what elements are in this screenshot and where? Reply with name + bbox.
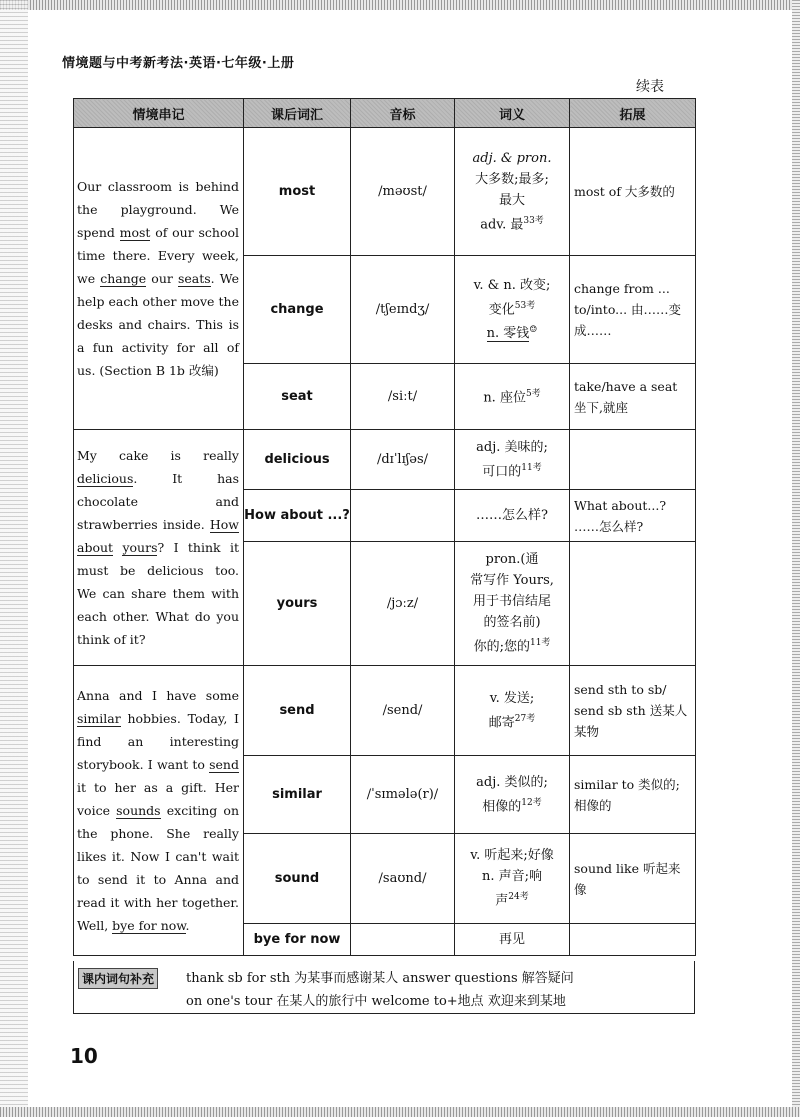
continued-label: 续表 [636,79,664,95]
word-cell: send [244,666,351,756]
phonetic-cell [351,924,455,956]
column-header: 拓展 [570,99,696,128]
extension-cell: change from ... to/into... 由……变成…… [570,256,696,364]
supplement-box [73,961,695,1014]
word-cell: change [244,256,351,364]
phonetic-cell: /saʊnd/ [351,834,455,924]
meaning-cell: v. & n. 改变; 变化$^{53考}$ n. 零钱☺ [455,256,570,364]
table-row [74,430,696,490]
extension-cell: sound like 听起来像 [570,834,696,924]
phonetic-cell [351,490,455,542]
exam-count-tag: 11考 [521,462,542,473]
underlined-word: change [100,271,147,286]
meaning-cell: n. 座位$^{5考}$ [455,364,570,430]
exam-count-tag: 33考 [523,215,544,226]
word-cell: delicious [244,430,351,490]
table-row [74,666,696,756]
exam-count-tag: 53考 [514,300,536,311]
vocabulary-table [73,98,696,956]
passage-text: Our classroom is behind the playground. We spend [77,179,239,240]
meaning-cell: adj. 类似的; 相像的$^{12考}$ [455,756,570,834]
column-header: 音标 [351,99,455,128]
exam-count-tag: 27考 [514,713,536,724]
supplement-line: thank sb for sth 为某事而感谢某人 answer questions 解答疑问 [186,971,574,986]
running-title: 情境题与中考新考法·英语·七年级·上册 [62,56,295,71]
column-header: 课后词汇 [244,99,351,128]
word-cell: seat [244,364,351,430]
phonetic-cell: /siːt/ [351,364,455,430]
table-row [74,128,696,256]
underlined-word: yours [122,540,158,555]
meaning-cell: adj. 美味的; 可口的$^{11考}$ [455,430,570,490]
word-cell: sound [244,834,351,924]
phonetic-cell: /tʃeɪndʒ/ [351,256,455,364]
exam-count-tag: 12考 [521,797,542,808]
underlined-word: How about [77,517,239,555]
meaning-cell: v. 发送; 邮寄$^{27考}$ [455,666,570,756]
extension-cell [570,924,696,956]
underlined-word: delicious [77,471,134,486]
scan-edge-left [0,0,28,1117]
exam-count-tag: 11考 [529,638,551,649]
table-header-row [74,99,696,128]
column-header: 情境串记 [74,99,244,128]
underlined-word: similar [77,711,121,726]
scan-edge-top [0,0,800,10]
phonetic-cell: /send/ [351,666,455,756]
extension-cell: take/have a seat 坐下,就座 [570,364,696,430]
word-cell: bye for now [244,924,351,956]
page-number: 10 [70,1044,98,1068]
word-cell: similar [244,756,351,834]
underlined-word: sounds [116,803,161,818]
scan-edge-bottom [0,1107,800,1117]
underlined-word: seats [177,271,211,286]
word-cell: most [244,128,351,256]
exam-count-tag: 24考 [508,892,529,903]
meaning-cell: adj. & pron. 大多数;最多; 最大 adv. 最$^{33考}$ [455,128,570,256]
context-passage-1: Our classroom is behind the playground. We spend most of our school time there. Every week, we change our seats. We help each other move the desks and chairs. This is a fun activity for all of us. (Section B 1b 改编) [74,128,244,430]
supplement-line: on one's tour 在某人的旅行中 welcome to+地点 欢迎来到某地 [186,994,566,1009]
extension-cell: send sth to sb/ send sb sth 送某人某物 [570,666,696,756]
underlined-word: bye for now [112,918,186,933]
phonetic-cell: /jɔːz/ [351,542,455,666]
word-cell: How about ...? [244,490,351,542]
meaning-cell: pron.(通 常写作 Yours, 用于书信结尾 的签名前) 你的;您的$^{11考}$ [455,542,570,666]
context-passage-2: My cake is really delicious. It has chocolate and strawberries inside. How about yours? I think it must be delicious too. We can share them with each other. What do you think of it? [74,430,244,666]
extension-cell [570,542,696,666]
extension-cell [570,430,696,490]
scan-edge-right [792,0,800,1117]
extension-cell: similar to 类似的;相像的 [570,756,696,834]
meaning-cell: 再见 [455,924,570,956]
underlined-word: send [209,757,239,772]
phonetic-cell: /məʊst/ [351,128,455,256]
new-word-icon: ☺ [529,325,538,335]
extension-cell: What about...? ……怎么样? [570,490,696,542]
meaning-cell: v. 听起来;好像 n. 声音;响 声$^{24考}$ [455,834,570,924]
exam-count-tag: 5考 [525,389,541,400]
context-passage-3: Anna and I have some similar hobbies. Today, I find an interesting storybook. I want to send it to her as a gift. Her voice sounds exciting on the phone. She really likes it. Now I can't wait to send it to Anna and read it with her together. Well, bye for now. [74,666,244,956]
column-header: 词义 [455,99,570,128]
meaning-cell: ……怎么样? [455,490,570,542]
phonetic-cell: /ˈsɪmələ(r)/ [351,756,455,834]
word-cell: yours [244,542,351,666]
phonetic-cell: /dɪˈlɪʃəs/ [351,430,455,490]
supplement-badge: 课内词句补充 [78,968,158,989]
underlined-word: most [119,225,151,240]
extension-cell: most of 大多数的 [570,128,696,256]
